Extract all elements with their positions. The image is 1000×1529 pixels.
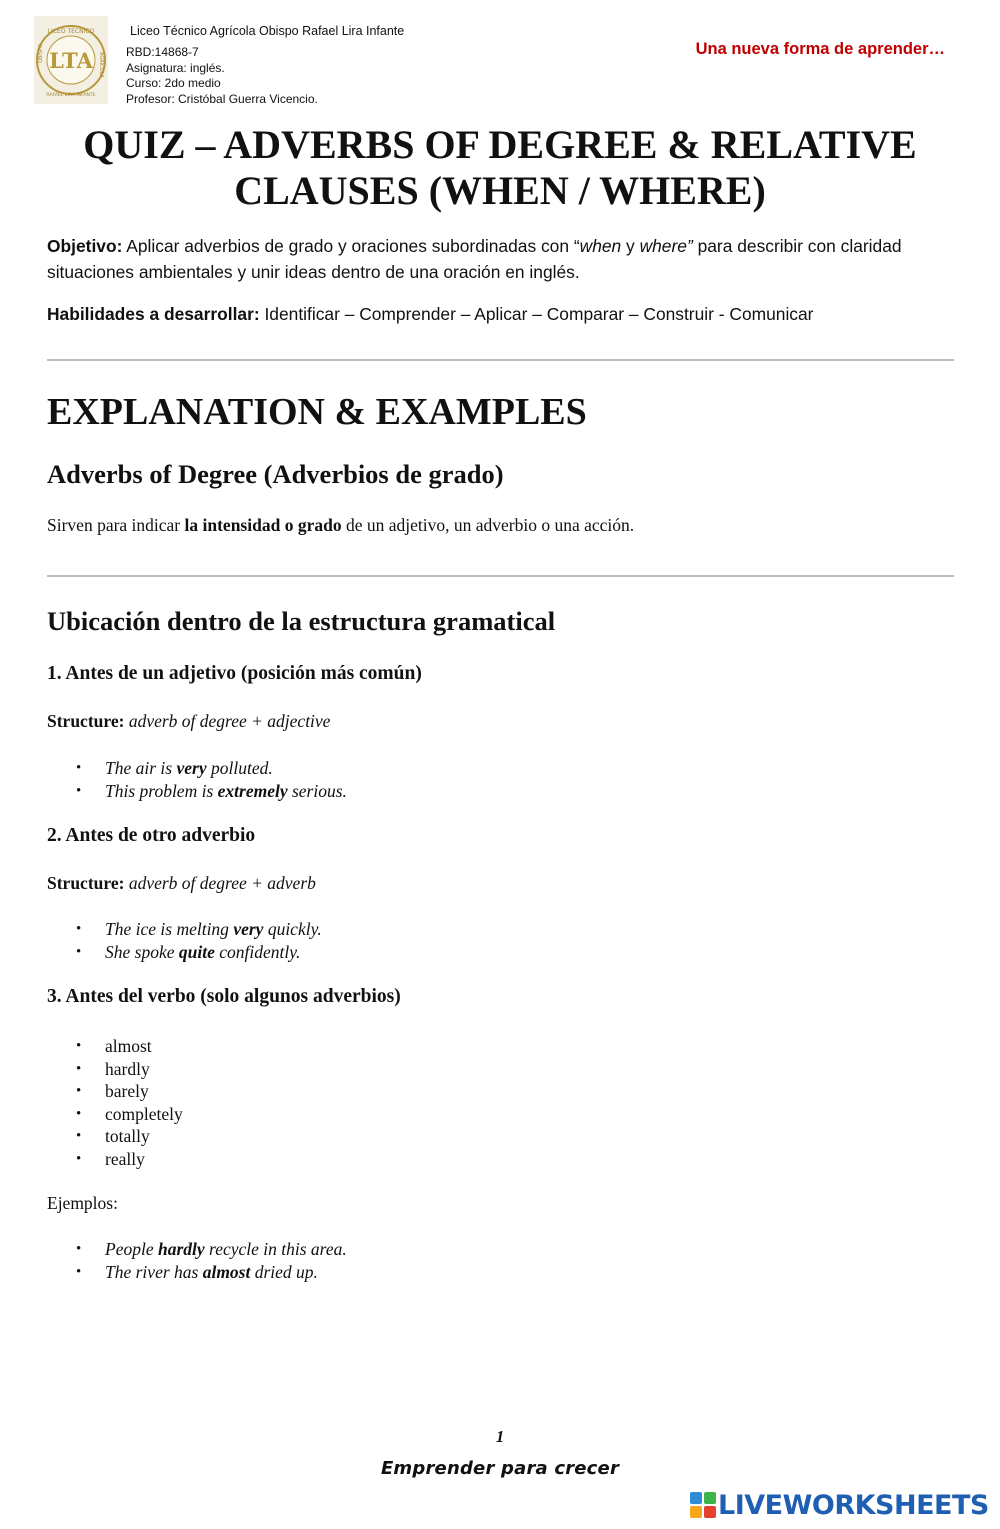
section-2-heading: 2. Antes de otro adverbio: [47, 825, 256, 846]
structure-label: Structure:: [47, 873, 125, 893]
list-item: • barely: [105, 1080, 183, 1103]
placement-heading: Ubicación dentro de la estructura gramatical: [47, 606, 556, 636]
intro-bold: la intensidad o grado: [184, 515, 342, 535]
list-item: • hardly: [105, 1058, 183, 1081]
intro-text-a: Sirven para indicar: [47, 515, 185, 535]
list-item: • She spoke quite confidently.: [105, 941, 322, 964]
skills-text: Identificar – Comprender – Aplicar – Comparar – Construir - Comunicar: [259, 304, 814, 324]
section-2-structure: [47, 873, 316, 894]
course-line: Curso: 2do medio: [126, 76, 221, 91]
school-logo: [34, 16, 108, 104]
section-1-heading: 1. Antes de un adjetivo (posición más común): [47, 663, 422, 684]
divider: [47, 359, 954, 361]
title-line-1: QUIZ – ADVERBS OF DEGREE & RELATIVE: [83, 122, 917, 167]
title-line-2: CLAUSES (WHEN / WHERE): [234, 168, 766, 213]
section-1-examples: [47, 757, 347, 802]
section-2-examples: [47, 918, 322, 963]
list-item: • People hardly recycle in this area.: [105, 1238, 347, 1261]
structure-label: Structure:: [47, 711, 125, 731]
list-item: • completely: [105, 1103, 183, 1126]
examples-label: Ejemplos:: [47, 1193, 118, 1213]
liveworksheets-text: LIVEWORKSHEETS: [718, 1489, 989, 1521]
subject-line: Asignatura: inglés.: [126, 60, 225, 75]
page-number: 1: [495, 1427, 505, 1446]
logo-ring-right-text: AGRÍCOLA: [98, 52, 104, 78]
adverbs-intro: [47, 515, 634, 536]
header-info: [126, 45, 318, 107]
structure-text: adverb of degree + adverb: [124, 873, 316, 893]
objective-where: where”: [639, 236, 693, 256]
objective-when: when: [579, 236, 622, 256]
adverbs-heading: Adverbs of Degree (Adverbios de grado): [47, 459, 504, 489]
section-3-heading: 3. Antes del verbo (solo algunos adverbios): [47, 986, 401, 1007]
page-title: [40, 122, 960, 214]
skills-label: Habilidades a desarrollar:: [47, 304, 260, 324]
structure-text: adverb of degree + adjective: [124, 711, 331, 731]
divider: [47, 575, 954, 577]
list-item: • The river has almost dried up.: [105, 1261, 347, 1284]
section-3-words: [47, 1035, 183, 1171]
list-item: • really: [105, 1148, 183, 1171]
section-3-examples: [47, 1238, 347, 1283]
logo-ring-top-text: LICEO TÉCNICO: [47, 28, 95, 35]
footer-motto: Emprender para crecer: [380, 1458, 620, 1479]
objective-label: Objetivo:: [47, 236, 123, 256]
rbd-code: RBD:14868-7: [126, 45, 199, 59]
list-item: • The ice is melting very quickly.: [105, 918, 322, 941]
section-1-structure: [47, 711, 330, 732]
list-item: • This problem is extremely serious.: [105, 780, 347, 803]
explanation-heading: EXPLANATION & EXAMPLES: [47, 391, 587, 433]
objective-y: y: [621, 236, 640, 256]
list-item: • almost: [105, 1035, 183, 1058]
objective-text-a: Aplicar adverbios de grado y oraciones subordinadas con “: [122, 236, 580, 256]
teacher-line: Profesor: Cristóbal Guerra Vicencio.: [126, 91, 318, 106]
intro-text-b: de un adjetivo, un adverbio o una acción.: [341, 515, 635, 535]
logo-ring-left-text: OBISPO: [38, 44, 44, 63]
list-item: • totally: [105, 1125, 183, 1148]
logo-monogram: LTA: [49, 48, 93, 73]
logo-ring-bottom-text: RAFAEL LIRA INFANTE: [46, 93, 96, 98]
objective-text-b: para describir con claridad situaciones ambientales y unir ideas dentro de una oración en inglés.: [47, 236, 902, 282]
skills-paragraph: [47, 301, 957, 327]
school-name: Liceo Técnico Agrícola Obispo Rafael Lira Infante: [130, 24, 405, 38]
objective-paragraph: [47, 233, 957, 285]
liveworksheets-icon: [690, 1492, 716, 1518]
list-item: • The air is very polluted.: [105, 757, 347, 780]
liveworksheets-logo: [690, 1488, 989, 1522]
header-motto: Una nueva forma de aprender…: [695, 40, 945, 58]
